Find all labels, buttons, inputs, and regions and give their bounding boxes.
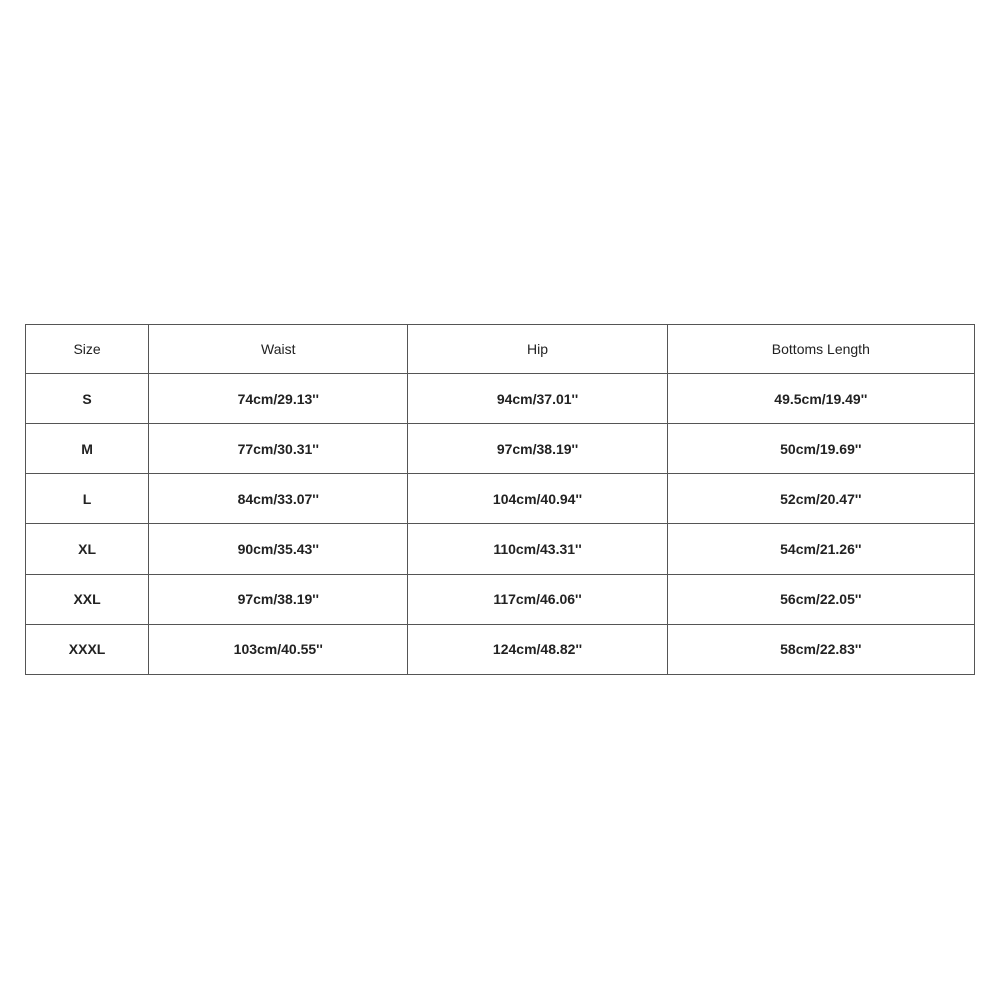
table-row <box>26 574 975 624</box>
cell-size: XXL <box>26 574 149 624</box>
cell-hip: 94cm/37.01'' <box>408 374 667 424</box>
cell-waist: 103cm/40.55'' <box>149 624 408 674</box>
cell-hip: 124cm/48.82'' <box>408 624 667 674</box>
size-chart-table <box>25 324 975 675</box>
header-size: Size <box>26 325 149 374</box>
cell-size: XXXL <box>26 624 149 674</box>
cell-bottoms-length: 56cm/22.05'' <box>667 574 974 624</box>
table-row <box>26 524 975 574</box>
cell-hip: 104cm/40.94'' <box>408 474 667 524</box>
header-bottoms-length: Bottoms Length <box>667 325 974 374</box>
cell-bottoms-length: 50cm/19.69'' <box>667 424 974 474</box>
cell-bottoms-length: 52cm/20.47'' <box>667 474 974 524</box>
cell-hip: 97cm/38.19'' <box>408 424 667 474</box>
cell-hip: 117cm/46.06'' <box>408 574 667 624</box>
header-row <box>26 325 975 374</box>
cell-waist: 90cm/35.43'' <box>149 524 408 574</box>
cell-bottoms-length: 58cm/22.83'' <box>667 624 974 674</box>
cell-size: L <box>26 474 149 524</box>
cell-waist: 74cm/29.13'' <box>149 374 408 424</box>
header-waist: Waist <box>149 325 408 374</box>
table-row <box>26 374 975 424</box>
cell-size: XL <box>26 524 149 574</box>
cell-waist: 77cm/30.31'' <box>149 424 408 474</box>
table-row <box>26 424 975 474</box>
cell-waist: 97cm/38.19'' <box>149 574 408 624</box>
cell-size: M <box>26 424 149 474</box>
cell-waist: 84cm/33.07'' <box>149 474 408 524</box>
header-hip: Hip <box>408 325 667 374</box>
cell-bottoms-length: 49.5cm/19.49'' <box>667 374 974 424</box>
table-row <box>26 474 975 524</box>
cell-bottoms-length: 54cm/21.26'' <box>667 524 974 574</box>
table-row <box>26 624 975 674</box>
cell-size: S <box>26 374 149 424</box>
cell-hip: 110cm/43.31'' <box>408 524 667 574</box>
